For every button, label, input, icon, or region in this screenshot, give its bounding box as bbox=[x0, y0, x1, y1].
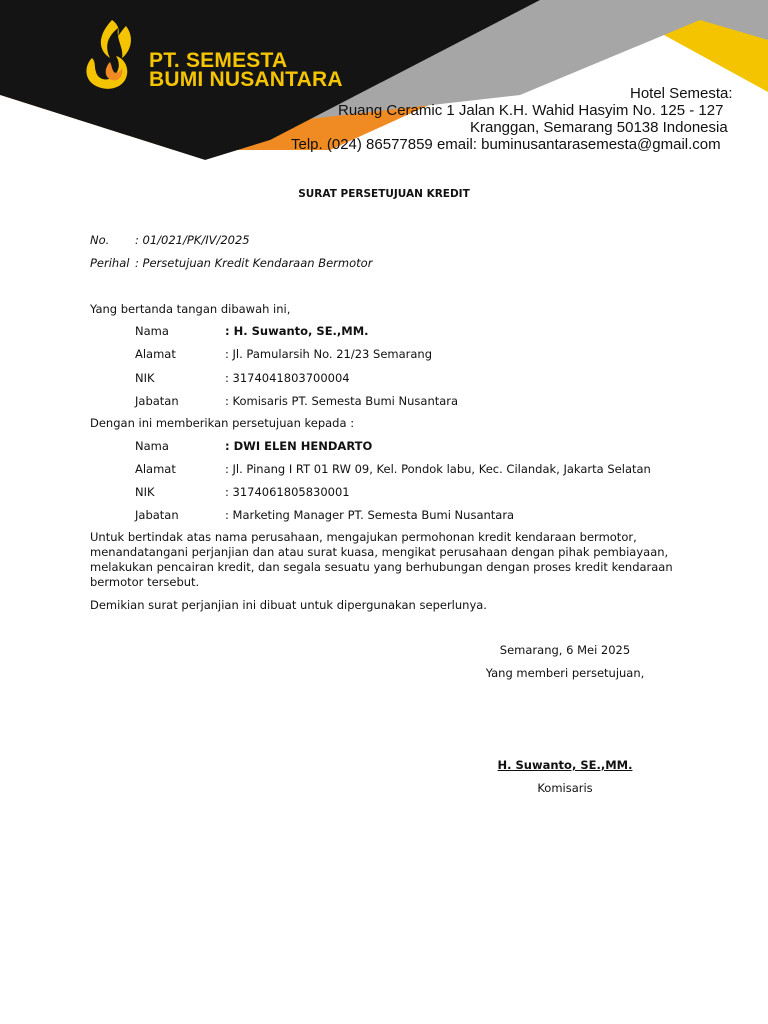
signer-address-label: Alamat bbox=[135, 347, 176, 361]
recipient-nik-value: : 3174061805830001 bbox=[225, 485, 350, 499]
address-line1: Ruang Ceramic 1 Jalan K.H. Wahid Hasyim No. 125 - 127 bbox=[338, 102, 724, 119]
recipient-name-label: Nama bbox=[135, 439, 169, 453]
recipient-address-label: Alamat bbox=[135, 462, 176, 476]
signer-address-value: : Jl. Pamularsih No. 21/23 Semarang bbox=[225, 347, 433, 361]
signatory-name: H. Suwanto, SE.,MM. bbox=[497, 758, 633, 772]
place-date: Semarang, 6 Mei 2025 bbox=[499, 643, 631, 657]
signatory-title: Komisaris bbox=[537, 781, 593, 795]
address-line2: Kranggan, Semarang 50138 Indonesia bbox=[470, 119, 728, 136]
body-line-4: bermotor tersebut. bbox=[90, 575, 200, 589]
signer-name-value: : H. Suwanto, SE.,MM. bbox=[225, 324, 369, 338]
signer-position-label: Jabatan bbox=[135, 394, 179, 408]
company-name-line2: BUMI NUSANTARA bbox=[149, 68, 343, 91]
approver-label: Yang memberi persetujuan, bbox=[485, 666, 645, 680]
recipient-name-value: : DWI ELEN HENDARTO bbox=[225, 439, 373, 453]
signer-nik-label: NIK bbox=[135, 371, 155, 385]
signer-position-value: : Komisaris PT. Semesta Bumi Nusantara bbox=[225, 394, 459, 408]
signer-nik-value: : 3174041803700004 bbox=[225, 371, 350, 385]
signer-name-label: Nama bbox=[135, 324, 169, 338]
intro-text: Yang bertanda tangan dibawah ini, bbox=[90, 302, 291, 316]
body-line-1: Untuk bertindak atas nama perusahaan, mengajukan permohonan kredit kendaraan bermotor, bbox=[90, 530, 637, 544]
letter-title: SURAT PERSETUJUAN KREDIT bbox=[298, 188, 470, 200]
number-value: : 01/021/PK/IV/2025 bbox=[135, 233, 250, 247]
recipient-nik-label: NIK bbox=[135, 485, 155, 499]
closing-text: Demikian surat perjanjian ini dibuat untuk dipergunakan seperlunya. bbox=[90, 598, 487, 612]
recipient-address-value: : Jl. Pinang I RT 01 RW 09, Kel. Pondok labu, Kec. Cilandak, Jakarta Selatan bbox=[225, 462, 651, 476]
contact-line: Telp. (024) 86577859 email: buminusantarasemesta@gmail.com bbox=[291, 136, 721, 153]
recipient-position-value: : Marketing Manager PT. Semesta Bumi Nusantara bbox=[225, 508, 515, 522]
body-line-3: melakukan pencairan kredit, dan segala sesuatu yang berhubungan dengan proses kredit kendaraan bbox=[90, 560, 673, 574]
subject-value: : Persetujuan Kredit Kendaraan Bermotor bbox=[135, 256, 373, 270]
subject-label: Perihal bbox=[90, 256, 130, 270]
address-title: Hotel Semesta: bbox=[630, 85, 733, 102]
company-name-line1: PT. SEMESTA bbox=[149, 49, 288, 72]
recipient-position-label: Jabatan bbox=[135, 508, 179, 522]
body-line-2: menandatangani perjanjian dan atau surat kuasa, mengikat perusahaan dengan pihak pembiayaan, bbox=[90, 545, 669, 559]
approval-intro: Dengan ini memberikan persetujuan kepada : bbox=[90, 416, 355, 430]
number-label: No. bbox=[90, 233, 110, 247]
